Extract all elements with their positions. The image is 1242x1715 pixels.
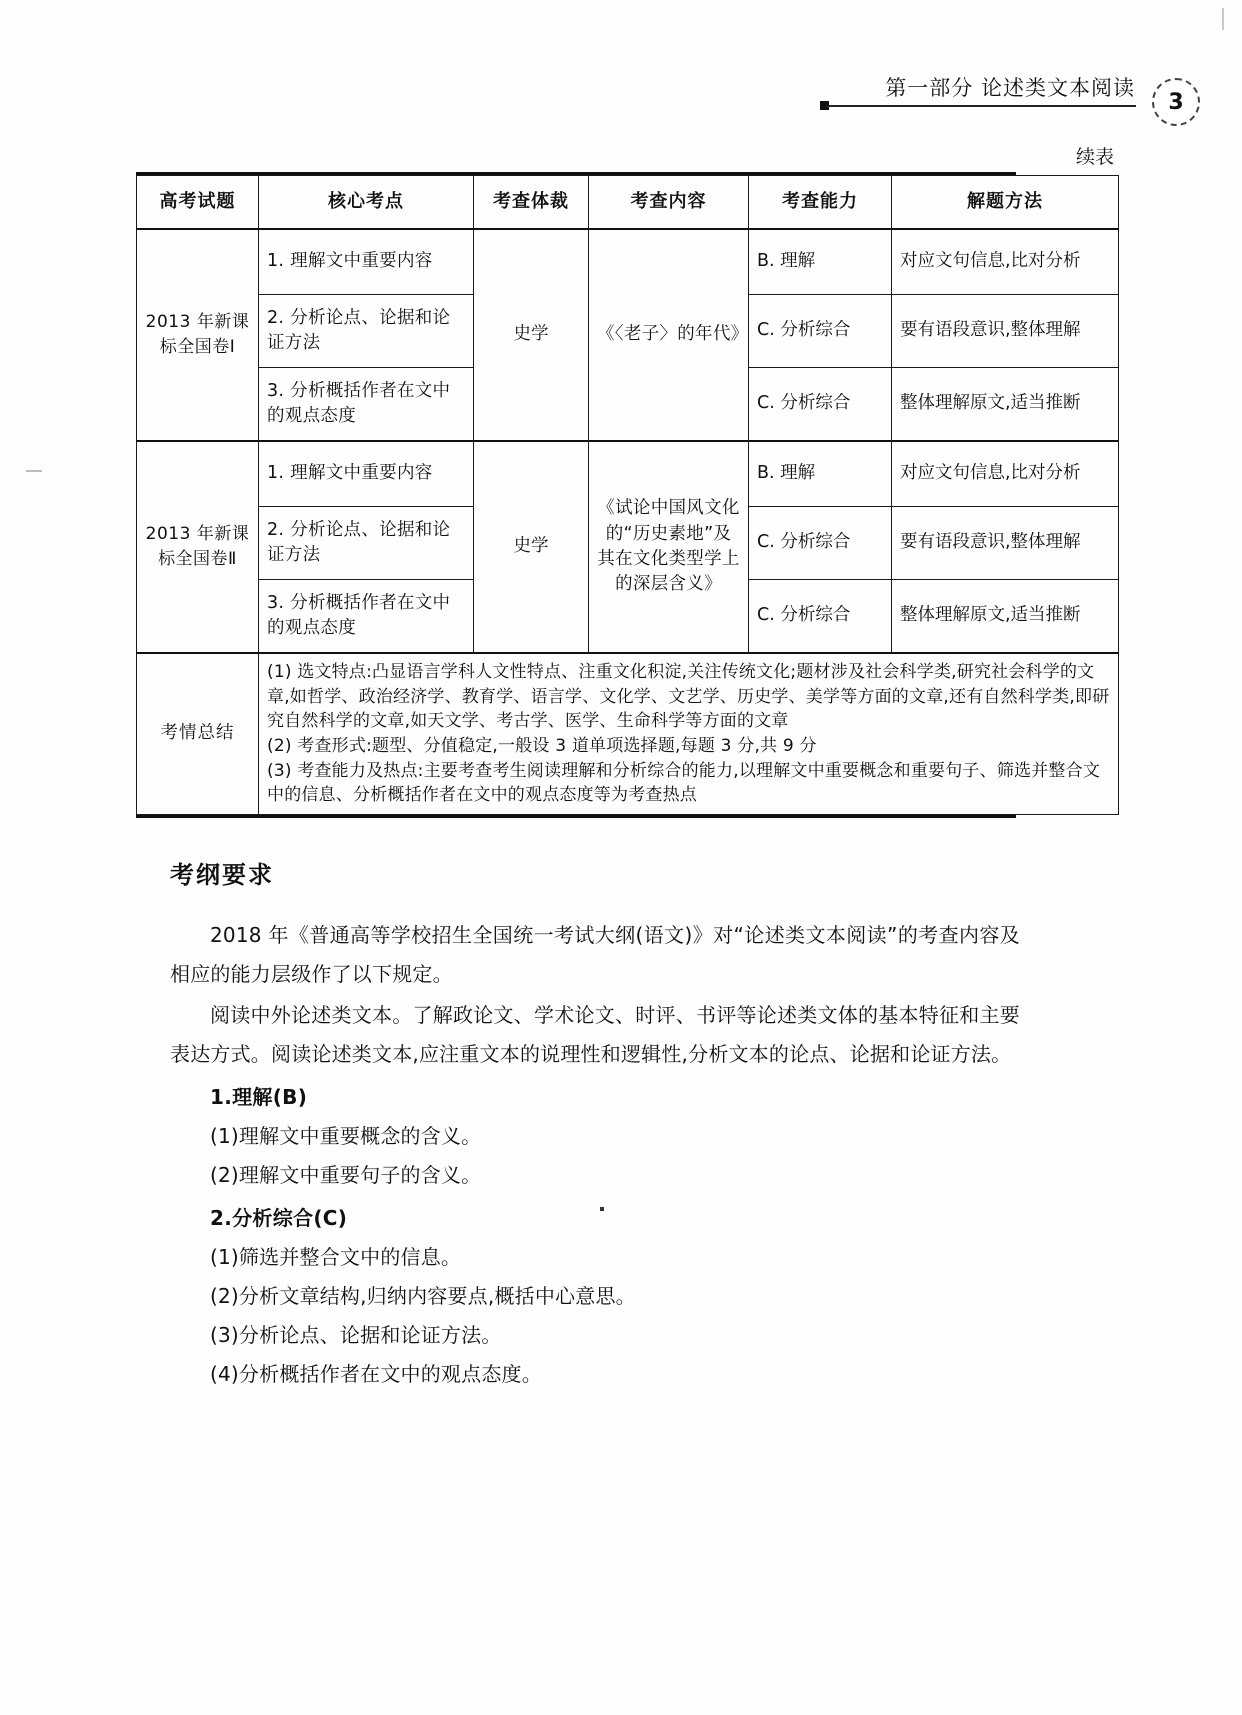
exam-analysis-table (136, 175, 1119, 815)
cell-exam-block1: 2013 年新课标全国卷Ⅰ (137, 229, 259, 441)
continued-table-label: 续表 (1075, 146, 1114, 168)
cell-core-point: 2. 分析论点、论据和论证方法 (259, 295, 474, 368)
cell-method: 对应文句信息,比对分析 (892, 441, 1119, 507)
syllabus-intro-paragraph: 2018 年《普通高等学校招生全国统一考试大纲(语文)》对“论述类文本阅读”的考查内容及相应的能力层级作了以下规定。 (170, 923, 1020, 986)
scan-edge-artifact-right (1222, 8, 1224, 30)
cell-core-point: 3. 分析概括作者在文中的观点态度 (259, 368, 474, 442)
section-title: 考纲要求 (170, 861, 274, 889)
cell-method: 对应文句信息,比对分析 (892, 229, 1119, 295)
table-header-row (137, 176, 1119, 230)
column-header-ability: 考查能力 (749, 176, 892, 230)
cell-exam-block2: 2013 年新课标全国卷Ⅱ (137, 441, 259, 653)
cell-ability: B. 理解 (749, 441, 892, 507)
cell-method: 要有语段意识,整体理解 (892, 295, 1119, 368)
syllabus-overview-paragraph: 阅读中外论述类文本。了解政论文、学术论文、时评、书评等论述类文体的基本特征和主要表达方式。阅读论述类文本,应注重文本的说理性和逻辑性,分析文本的论点、论据和论证方法。 (170, 1003, 1020, 1066)
cell-genre-block2: 史学 (474, 441, 589, 653)
table-summary-row (137, 653, 1119, 814)
cell-content-block2: 《试论中国风文化的“历史素地”及其在文化类型学上的深层含义》 (589, 441, 749, 653)
column-header-core-point: 核心考点 (259, 176, 474, 230)
column-header-method: 解题方法 (892, 176, 1119, 230)
page-header (0, 72, 1242, 124)
cell-content-block1: 《〈老子〉的年代》 (589, 229, 749, 441)
exam-analysis-table-wrapper (136, 172, 1110, 818)
cell-genre-block1: 史学 (474, 229, 589, 441)
header-title: 第一部分 论述类文本阅读 (885, 76, 1135, 100)
summary-body (259, 653, 1119, 814)
syllabus-item: (3)分析论点、论据和论证方法。 (210, 1323, 502, 1347)
cell-ability: C. 分析综合 (749, 368, 892, 442)
cell-core-point: 3. 分析概括作者在文中的观点态度 (259, 580, 474, 654)
syllabus-group-heading-2: 2.分析综合(C) (210, 1206, 348, 1230)
cell-method: 要有语段意识,整体理解 (892, 507, 1119, 580)
cell-method: 整体理解原文,适当推断 (892, 368, 1119, 442)
cell-ability: B. 理解 (749, 229, 892, 295)
table-bottom-rule (136, 815, 1016, 818)
syllabus-item: (4)分析概括作者在文中的观点态度。 (210, 1362, 542, 1386)
column-header-exam: 高考试题 (137, 176, 259, 230)
table-header (137, 176, 1119, 230)
cell-ability: C. 分析综合 (749, 580, 892, 654)
syllabus-item: (2)理解文中重要句子的含义。 (210, 1163, 482, 1187)
page-number-badge: 3 (1152, 78, 1200, 126)
table-row (137, 229, 1119, 295)
syllabus-group-heading-1: 1.理解(B) (210, 1085, 308, 1109)
syllabus-item: (1)理解文中重要概念的含义。 (210, 1124, 482, 1148)
summary-label: 考情总结 (137, 653, 259, 814)
summary-paragraph-2: (2) 考查形式:题型、分值稳定,一般设 3 道单项选择题,每题 3 分,共 9 分 (267, 735, 817, 756)
page-footer-dot (600, 1207, 604, 1211)
column-header-content: 考查内容 (589, 176, 749, 230)
table-row (137, 441, 1119, 507)
syllabus-item: (1)筛选并整合文中的信息。 (210, 1245, 462, 1269)
scan-edge-artifact (26, 470, 42, 472)
syllabus-section (170, 855, 1020, 1394)
cell-core-point: 1. 理解文中重要内容 (259, 229, 474, 295)
header-rule (826, 105, 1136, 107)
cell-ability: C. 分析综合 (749, 507, 892, 580)
cell-ability: C. 分析综合 (749, 295, 892, 368)
column-header-genre: 考查体裁 (474, 176, 589, 230)
syllabus-item: (2)分析文章结构,归纳内容要点,概括中心意思。 (210, 1284, 636, 1308)
cell-core-point: 1. 理解文中重要内容 (259, 441, 474, 507)
cell-core-point: 2. 分析论点、论据和论证方法 (259, 507, 474, 580)
summary-paragraph-1: (1) 选文特点:凸显语言学科人文性特点、注重文化积淀,关注传统文化;题材涉及社会科学类,研究社会科学的文章,如哲学、政治经济学、教育学、语言学、文化学、文艺学、历史学、美学等方面的文章,还有自然科学类,即研究自然科学的文章,如天文学、考古学、医学、生命科学等方面的文章 (267, 662, 1110, 732)
cell-method: 整体理解原文,适当推断 (892, 580, 1119, 654)
summary-paragraph-3: (3) 考查能力及热点:主要考查考生阅读理解和分析综合的能力,以理解文中重要概念和重要句子、筛选并整合文中的信息、分析概括作者在文中的观点态度等为考查热点 (267, 760, 1101, 806)
table-body (137, 229, 1119, 814)
